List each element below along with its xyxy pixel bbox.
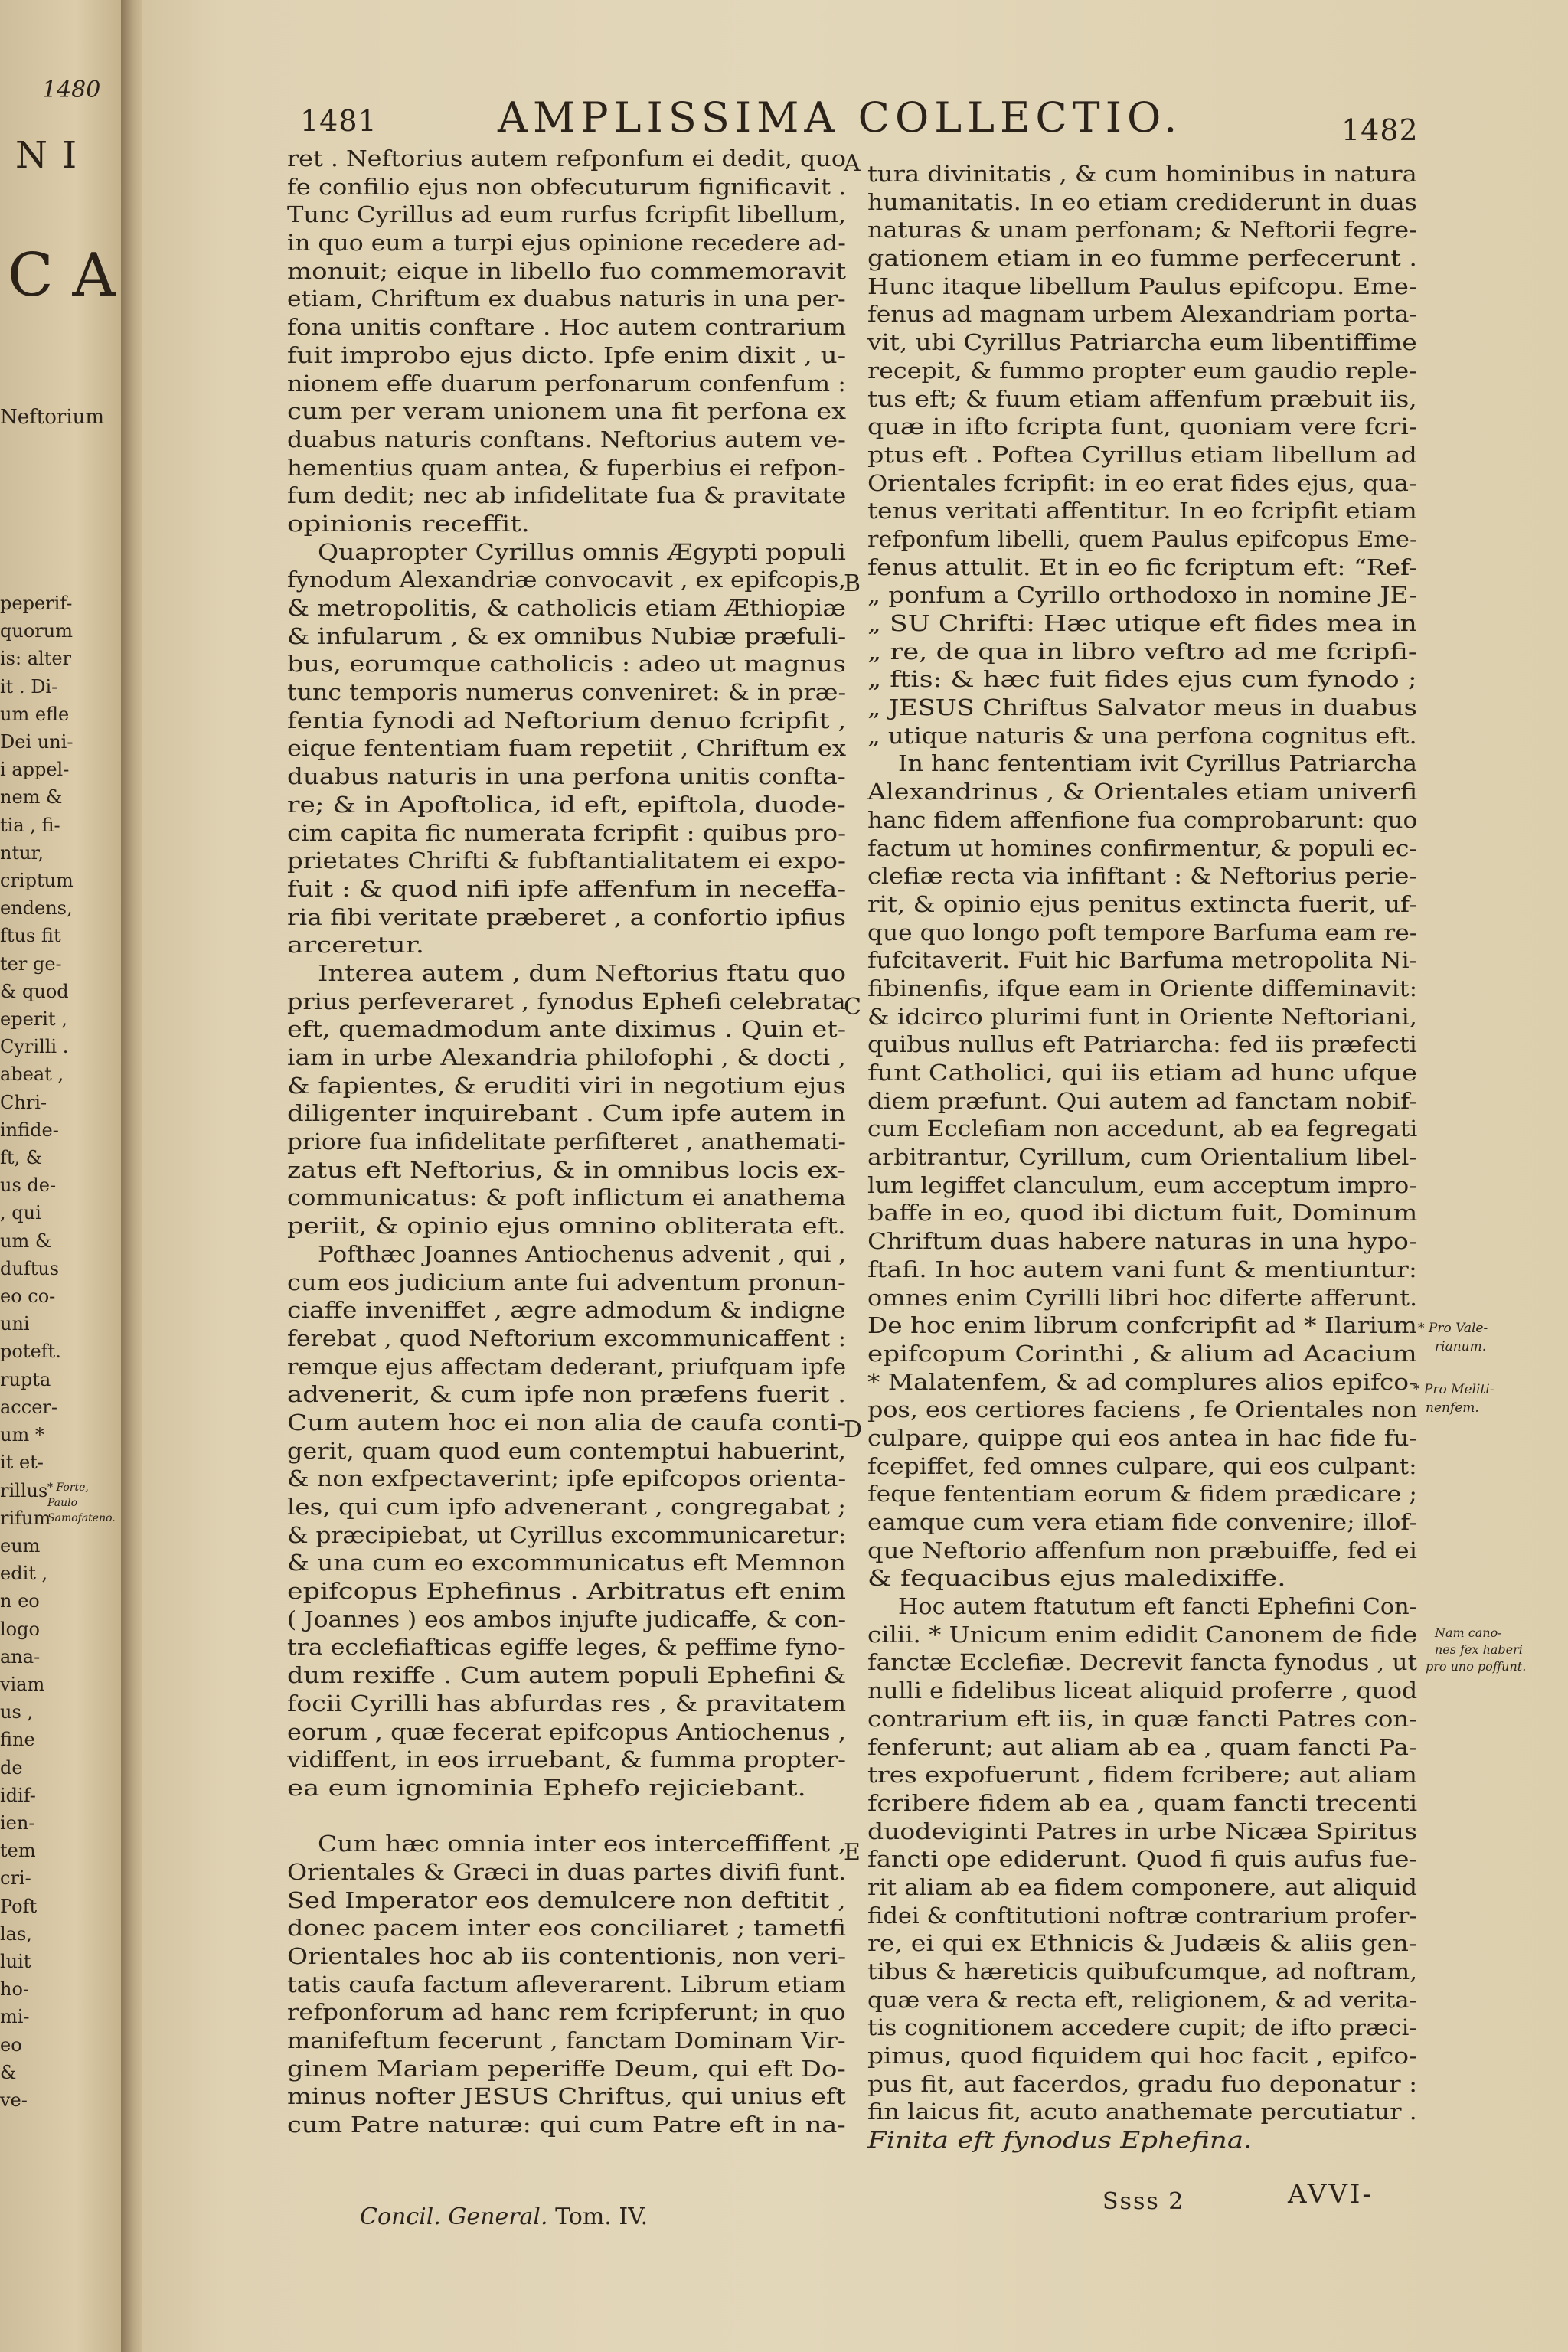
text-line: & præcipiebat, ut Cyrillus excommunicaretur: [287, 1522, 846, 1548]
text-line: lum legiffet clanculum, eum acceptum impro- [867, 1172, 1417, 1198]
text-line: Pofthæc Joannes Antiochenus advenit , qui , [318, 1241, 846, 1267]
text-line: naturas & unam perfonam; & Neftorii fegre- [867, 217, 1417, 243]
text-line: ftafi. In hoc autem vani funt & mentiuntur: [867, 1256, 1417, 1282]
right-text-column [867, 161, 1417, 2155]
text-line: „ ftis: & hæc fuit fides ejus cum fynodo ; [867, 667, 1417, 693]
text-line: refponfum libelli, quem Paulus epifcopus Eme- [867, 526, 1417, 552]
text-line: omnes enim Cyrilli libri hoc diferte afferunt. [867, 1285, 1417, 1311]
text-line: re, ei qui ex Ethnicis & Judæis & aliis gen- [867, 1931, 1417, 1957]
text-line: diligenter inquirebant . Cum ipfe autem in [287, 1101, 846, 1127]
text-line: fibinenfis, ifque eam in Oriente diffeminavit: [867, 975, 1417, 1001]
text-line: duabus naturis in una perfona unitis confta- [287, 764, 846, 790]
facing-text-line: it . Di- [0, 675, 58, 697]
page-number-right: 1482 [1341, 113, 1419, 147]
text-line: rit aliam ab ea fidem componere, aut aliquid [867, 1874, 1417, 1900]
facing-text-line: criptum [0, 870, 74, 892]
text-line: recepit, & fummo propter eum gaudio reple- [867, 358, 1417, 384]
volume-tome: Tom. IV. [555, 2203, 648, 2230]
facing-text-line: las, [0, 1922, 32, 1945]
facing-text-line: it et- [0, 1452, 44, 1474]
text-line: Orientales & Græci in duas partes divifi funt. [287, 1859, 846, 1885]
facing-text-line: idif- [0, 1784, 36, 1806]
text-line: Tunc Cyrillus ad eum rurfus fcripfit libellum, [287, 202, 846, 228]
facing-text-line: edit , [0, 1563, 48, 1585]
text-line: fanctæ Ecclefiæ. Decrevit fancta fynodus , ut [867, 1650, 1417, 1676]
text-line: fentia fynodi ad Neftorium denuo fcripfit , [287, 707, 846, 733]
facing-text-line: ntur, [0, 841, 44, 864]
facing-text-line: & [0, 2061, 17, 2083]
text-line: fuit : & quod nifi ipfe affenfum in neceffa- [287, 876, 846, 902]
text-line: fcribere fidem ab ea , quam fancti trecenti [867, 1790, 1417, 1816]
section-marker-a: A [844, 150, 861, 177]
section-marker-e: E [844, 1839, 861, 1866]
facing-text-line: luit [0, 1950, 31, 1972]
facing-text-line: um * [0, 1424, 44, 1446]
text-line: hementius quam antea, & fuperbius ei refpon- [287, 455, 846, 481]
facing-text-line: ana- [0, 1645, 41, 1668]
text-line: remque ejus affectam dederant, priufquam ipfe [287, 1354, 846, 1380]
facing-text-line: endens, [0, 897, 73, 920]
section-marker-c: C [844, 994, 861, 1021]
text-line: iam in urbe Alexandria philofophi , & docti , [287, 1045, 846, 1070]
text-line: tenus veritati affentitur. In eo fcripfit etiam [867, 498, 1417, 524]
text-line: eorum , quæ fecerat epifcopus Antiochenus , [287, 1719, 846, 1745]
running-header [0, 90, 1568, 152]
text-line: bus, eorumque catholicis : adeo ut magnus [287, 652, 846, 678]
text-line: arceretur. [287, 933, 425, 959]
text-line: minus nofter JESUS Chriftus, qui unius eft [287, 2084, 846, 2110]
text-line: Orientales hoc ab iis contentionis, non veri- [287, 1944, 846, 1969]
facing-text-line: um efle [0, 703, 70, 725]
volume-footer [360, 2203, 648, 2230]
text-line: hanc fidem affenfione fua comprobarunt: quo [867, 807, 1417, 833]
facing-text-line: quorum [0, 620, 73, 642]
margin-note-line: * Pro Vale- [1418, 1321, 1488, 1336]
text-line: ferebat , quod Neftorium excommunicaffent : [287, 1325, 846, 1351]
facing-text-line: , qui [0, 1202, 41, 1224]
text-line: prietates Chrifti & fubftantialitatem ei expo- [287, 848, 846, 874]
text-line: eique fententiam fuam repetiit , Chriftum ex [287, 736, 846, 762]
facing-text-line: nem & [0, 786, 63, 808]
text-line: duodeviginti Patres in urbe Nicæa Spiritus [867, 1818, 1417, 1844]
text-line: Alexandrinus , & Orientales etiam univerfi [867, 779, 1417, 805]
text-line: vidiffent, in eos irruebant, & fumma propter- [287, 1747, 846, 1773]
text-line: Hunc itaque libellum Paulus epifcopu. Eme- [867, 273, 1417, 299]
facing-text-line: duftus [0, 1257, 60, 1279]
text-line: ea eum ignominia Ephefo rejiciebant. [287, 1775, 806, 1801]
text-line: quæ in ifto fcripta funt, quoniam vere fcri- [867, 414, 1417, 440]
section-marker-b: B [844, 570, 861, 597]
margin-note-canones [1426, 1625, 1526, 1675]
facing-heading-fragment-large: C A [8, 241, 116, 310]
text-line: donec pacem inter eos conciliaret ; tametfi [287, 1916, 846, 1942]
text-line: prius perfeveraret , fynodus Ephefi celebrata [287, 988, 846, 1014]
text-line: fuit improbo ejus dicto. Ipfe enim dixit , u- [287, 342, 846, 368]
facing-text-line: ftus fit [0, 925, 61, 947]
text-line: gerit, quam quod eum contemptui habuerint, [287, 1438, 846, 1464]
text-line: zatus eft Neftorius, & in omnibus locis ex- [287, 1157, 846, 1183]
text-line: Interea autem , dum Neftorius ftatu quo [318, 960, 846, 986]
facing-text-line: n eo [0, 1590, 40, 1612]
facing-text-line: logo [0, 1618, 40, 1640]
text-line: Cum autem hoc ei non alia de caufa conti- [287, 1410, 846, 1436]
text-line: fynodum Alexandriæ convocavit , ex epifcopis, [287, 567, 846, 593]
text-line: tibus & hæreticis quibufcumque, ad noftram, [867, 1959, 1417, 1984]
text-line: & fapientes, & eruditi viri in negotium ejus [287, 1073, 846, 1099]
facing-text-line: eum [0, 1534, 41, 1557]
text-line: & fequacibus ejus maledixiffe. [867, 1566, 1286, 1592]
text-line: tra ecclefiafticas egiffe leges, & peffime fyno- [287, 1635, 846, 1661]
facing-text-line: is: alter [0, 648, 72, 670]
facing-text-line: us , [0, 1701, 34, 1723]
text-line: ria fibi veritate præberet , a confortio ipfius [287, 904, 846, 930]
text-line: eamque cum vera etiam fide convenire; illof- [867, 1510, 1417, 1535]
text-line: fenus ad magnam urbem Alexandriam porta- [867, 302, 1417, 328]
text-line: pimus, quod fiquidem qui hoc facit , epifco- [867, 2043, 1417, 2069]
text-line: cum Ecclefiam non accedunt, ab ea fegregati [867, 1116, 1417, 1142]
margin-note-line: nenfem. [1426, 1400, 1479, 1416]
text-line: priore fua infidelitate perfifteret , anathemati- [287, 1129, 846, 1155]
text-line: monuit; eique in libello fuo commemoravit [287, 258, 846, 284]
facing-text-line: abeat , [0, 1063, 64, 1086]
margin-note-line: Nam cano- [1435, 1625, 1502, 1640]
margin-note-melitinensem [1413, 1380, 1494, 1417]
facing-text-line: tem [0, 1840, 36, 1862]
facing-text-line: Poft [0, 1895, 38, 1917]
text-line: Hoc autem ftatutum eft fancti Ephefini Con- [898, 1594, 1417, 1620]
margin-note-line: nes fex haberi [1435, 1642, 1523, 1657]
text-line: fancti ope ediderunt. Quod fi quis aufus fue- [867, 1847, 1417, 1873]
text-line: Finita eft fynodus Ephefina. [867, 2128, 1253, 2154]
text-line: ( Joannes ) eos ambos injufte judicaffe, & con- [287, 1606, 846, 1632]
text-line: fidei & conftitutioni noftræ contrarium profer- [867, 1903, 1417, 1929]
text-line: & idcirco plurimi funt in Oriente Neftoriani, [867, 1004, 1417, 1030]
text-line: duabus naturis conftans. Neftorius autem ve- [287, 426, 846, 452]
text-line: in quo eum a turpi ejus opinione recedere ad- [287, 230, 846, 256]
facing-text-line: rupta [0, 1368, 51, 1390]
text-line: vit, ubi Cyrillus Patriarcha eum libentiffime [867, 330, 1417, 356]
text-line: Chriftum duas habere naturas in una hypo- [867, 1229, 1417, 1255]
text-line: ginem Mariam peperiffe Deum, qui eft Do- [287, 2056, 846, 2082]
text-line: factum ut homines confirmentur, & populi ec- [867, 835, 1417, 861]
text-line: „ SU Chrifti: Hæc utique eft fides mea in [867, 611, 1417, 636]
text-line: eft, quemadmodum ante diximus . Quin et- [287, 1017, 846, 1043]
facing-text-line: cri- [0, 1867, 31, 1890]
facing-text-line: Dei uni- [0, 731, 74, 753]
text-line: tura divinitatis , & cum hominibus in natura [867, 162, 1417, 187]
text-line: focii Cyrilli has abfurdas res , & pravitatem [287, 1690, 846, 1717]
text-line: De hoc enim librum confcripfit ad * Ilarium [867, 1313, 1417, 1339]
facing-text-line: viam [0, 1673, 45, 1695]
section-marker-d: D [844, 1416, 863, 1443]
text-line: „ ponfum a Cyrillo orthodoxo in nomine JE- [867, 583, 1417, 609]
text-line: funt Catholici, qui iis etiam ad hunc ufque [867, 1060, 1417, 1086]
text-line: Sed Imperator eos demulcere non deftitit , [287, 1887, 846, 1913]
text-line: ciaffe inveniffet , ægre admodum & indigne [287, 1298, 846, 1324]
text-line: tunc temporis numerus conveniret: & in præ- [287, 680, 846, 706]
text-line: pos, eos certiores faciens , fe Orientales non [867, 1397, 1417, 1423]
text-line: arbitrantur, Cyrillum, cum Orientalium libel- [867, 1145, 1417, 1171]
text-line: opinionis receffit. [287, 511, 530, 537]
facing-text-line: mi- [0, 2006, 30, 2028]
text-line: culpare, quippe qui eos antea in hac fide fu- [867, 1425, 1417, 1451]
facing-text-line: fine [0, 1729, 35, 1751]
catchword: AVVI- [1288, 2179, 1374, 2210]
left-text-column [287, 145, 846, 2140]
text-line: cum per veram unionem una fit perfona ex [287, 399, 846, 425]
text-line: diem præfunt. Qui autem ad fanctam nobif- [867, 1088, 1417, 1114]
facing-side-heading: Neftorium [0, 406, 105, 429]
text-line: & metropolitis, & catholicis etiam Æthiopiæ [287, 596, 846, 621]
text-line: gationem etiam in eo fumme perfecerunt . [867, 246, 1417, 272]
facing-text-line: ien- [0, 1811, 35, 1834]
text-line: cim capita fic numerata fcripfit : quibus pro- [287, 820, 846, 846]
text-line: fe confilio ejus non obfecuturum fignificavit . [287, 174, 846, 200]
text-line: fin laicus fit, acuto anathemate percutiatur . [867, 2099, 1417, 2125]
text-line: & infularum , & ex omnibus Nubiæ præfuli- [287, 623, 846, 649]
text-line: contrarium eft iis, in quæ fancti Patres con- [867, 1706, 1417, 1732]
text-line: fcepiffet, fed omnes culpare, qui eos culpant: [867, 1453, 1417, 1479]
margin-note-line: * Pro Meliti- [1413, 1382, 1494, 1397]
text-line: clefiæ recta via infiftant : & Neftorius perie- [867, 864, 1417, 890]
text-line: & una cum eo excommunicatus eft Memnon [287, 1550, 846, 1576]
text-line: fona unitis conftare . Hoc autem contrarium [287, 315, 846, 341]
facing-text-line: eo [0, 2034, 22, 2056]
text-line: cum Patre naturæ: qui cum Patre eft in na- [287, 2112, 846, 2138]
facing-text-line: ft, & [0, 1147, 43, 1169]
text-line: communicatus: & poft inflictum ei anathema [287, 1185, 846, 1211]
text-line [287, 1803, 846, 1831]
text-line: & non exfpectaverint; ipfe epifcopos orienta- [287, 1466, 846, 1492]
text-line: periit, & opinio ejus omnino obliterata eft. [287, 1214, 846, 1240]
text-line: feque fententiam eorum & fidem prædicare ; [867, 1481, 1417, 1508]
text-line: que Neftorio affenfum non præbuiffe, fed ei [867, 1537, 1417, 1563]
facing-text-line: poteft. [0, 1341, 61, 1363]
facing-text-line: tia , fi- [0, 814, 60, 836]
text-line: re; & in Apoftolica, id eft, epiftola, duode- [287, 792, 846, 818]
facing-text-line: rillus [0, 1479, 48, 1501]
text-line: rit, & opinio ejus penitus extincta fuerit, uf- [867, 891, 1417, 917]
facing-text-line: ter ge- [0, 952, 62, 975]
text-line: que quo longo poft tempore Barfuma eam re- [867, 920, 1417, 946]
text-line: quæ vera & recta eft, religionem, & ad verita- [867, 1987, 1417, 2013]
facing-text-line: ho- [0, 1978, 30, 2001]
text-line: fum dedit; nec ab infidelitate fua & pravitate [287, 483, 846, 509]
text-line: dum rexiffe . Cum autem populi Ephefini & [287, 1663, 846, 1689]
margin-note-valerianum [1418, 1319, 1488, 1356]
text-line: fenferunt; aut aliam ab ea , quam fancti Pa- [867, 1734, 1417, 1760]
text-line: quibus nullus eft Patriarcha: fed iis præfecti [867, 1032, 1417, 1058]
volume-title: Concil. General. [360, 2203, 548, 2230]
signature-mark: Ssss 2 [1102, 2188, 1185, 2215]
text-line: tus eft; & fuum etiam affenfum præbuit iis, [867, 386, 1417, 412]
facing-footnote: * Forte, Paulo Samofateno. [47, 1481, 116, 1524]
page-number-left: 1481 [300, 104, 377, 138]
facing-text-line: eperit , [0, 1008, 67, 1031]
text-line: etiam, Chriftum ex duabus naturis in una per- [287, 286, 846, 312]
text-line: les, qui cum ipfo advenerant , congregabat ; [287, 1494, 846, 1520]
facing-text-line: eo co- [0, 1285, 56, 1308]
text-line: Quapropter Cyrillus omnis Ægypti populi [318, 539, 846, 565]
text-line: baffe in eo, quod ibi dictum fuit, Dominum [867, 1200, 1417, 1227]
facing-text-line: rifum [0, 1507, 51, 1529]
facing-text-line: um & [0, 1230, 52, 1252]
facing-text-line: de [0, 1756, 23, 1779]
text-line: tis cognitionem accedere cupit; de ifto præci- [867, 2015, 1417, 2041]
running-title: AMPLISSIMA COLLECTIO. [498, 93, 1183, 142]
text-line: cum eos judicium ante fui adventum pronun- [287, 1269, 846, 1295]
facing-text-line: us de- [0, 1174, 57, 1197]
text-line: „ re, de qua in libro veftro ad me fcripfi- [867, 639, 1417, 665]
margin-note-line: pro uno poffunt. [1426, 1659, 1527, 1674]
text-line: * Malatenfem, & ad complures alios epifco- [867, 1369, 1417, 1395]
text-line: pus fit, aut facerdos, gradu fuo deponatur : [867, 2071, 1417, 2097]
facing-text-line: Cyrilli . [0, 1036, 69, 1058]
text-line: Orientales fcripfit: in eo erat fides ejus, qua- [867, 470, 1417, 496]
facing-text-line: & quod [0, 980, 69, 1002]
facing-text-line: infide- [0, 1119, 59, 1141]
facing-text-line: uni [0, 1313, 30, 1335]
text-line: „ JESUS Chriftus Salvator meus in duabus [867, 695, 1417, 721]
text-line: nulli e fidelibus liceat aliquid proferre , quod [867, 1678, 1417, 1704]
text-line: „ utique naturis & una perfona cognitus eft. [867, 723, 1417, 749]
facing-text-line: peperif- [0, 593, 73, 614]
text-line: ret . Neftorius autem refponfum ei dedit, quo [287, 146, 846, 172]
text-line: epifcopus Ephefinus . Arbitratus eft enim [287, 1579, 846, 1605]
text-line: ptus eft . Poftea Cyrillus etiam libellum ad [867, 442, 1417, 468]
text-line: In hanc fententiam ivit Cyrillus Patriarcha [898, 751, 1417, 777]
facing-text-line: i appel- [0, 759, 70, 781]
facing-page-number: 1480 [42, 77, 101, 103]
text-line: manifeftum fecerunt , fanctam Dominam Vir- [287, 2028, 846, 2054]
text-line: cilii. * Unicum enim edidit Canonem de fide [867, 1622, 1417, 1648]
text-line: humanitatis. In eo etiam crediderunt in duas [867, 189, 1417, 215]
text-line: nionem effe duarum perfonarum confenfum : [287, 371, 846, 397]
facing-text-line: Chri- [0, 1091, 47, 1113]
text-line: tres expofuerunt , fidem fcribere; aut aliam [867, 1762, 1417, 1788]
text-line: fenus attulit. Et in eo fic fcriptum eft: “Ref- [867, 554, 1417, 580]
facing-text-line: accer- [0, 1396, 57, 1418]
margin-note-line: rianum. [1435, 1339, 1487, 1354]
text-line: refponforum ad hanc rem fcripferunt; in quo [287, 2000, 846, 2026]
facing-text-line: ve- [0, 2089, 28, 2111]
text-line: epifcopum Corinthi , & alium ad Acacium [867, 1341, 1417, 1367]
text-line: tatis caufa factum afleverarent. Librum etiam [287, 1971, 846, 1998]
facing-heading-fragment: N I [15, 134, 79, 177]
text-line: fufcitaverit. Fuit hic Barfuma metropolita Ni- [867, 948, 1417, 974]
text-line: Cum hæc omnia inter eos interceffiffent , [318, 1831, 846, 1857]
text-line: advenerit, & cum ipfe non præfens fuerit . [287, 1382, 846, 1408]
